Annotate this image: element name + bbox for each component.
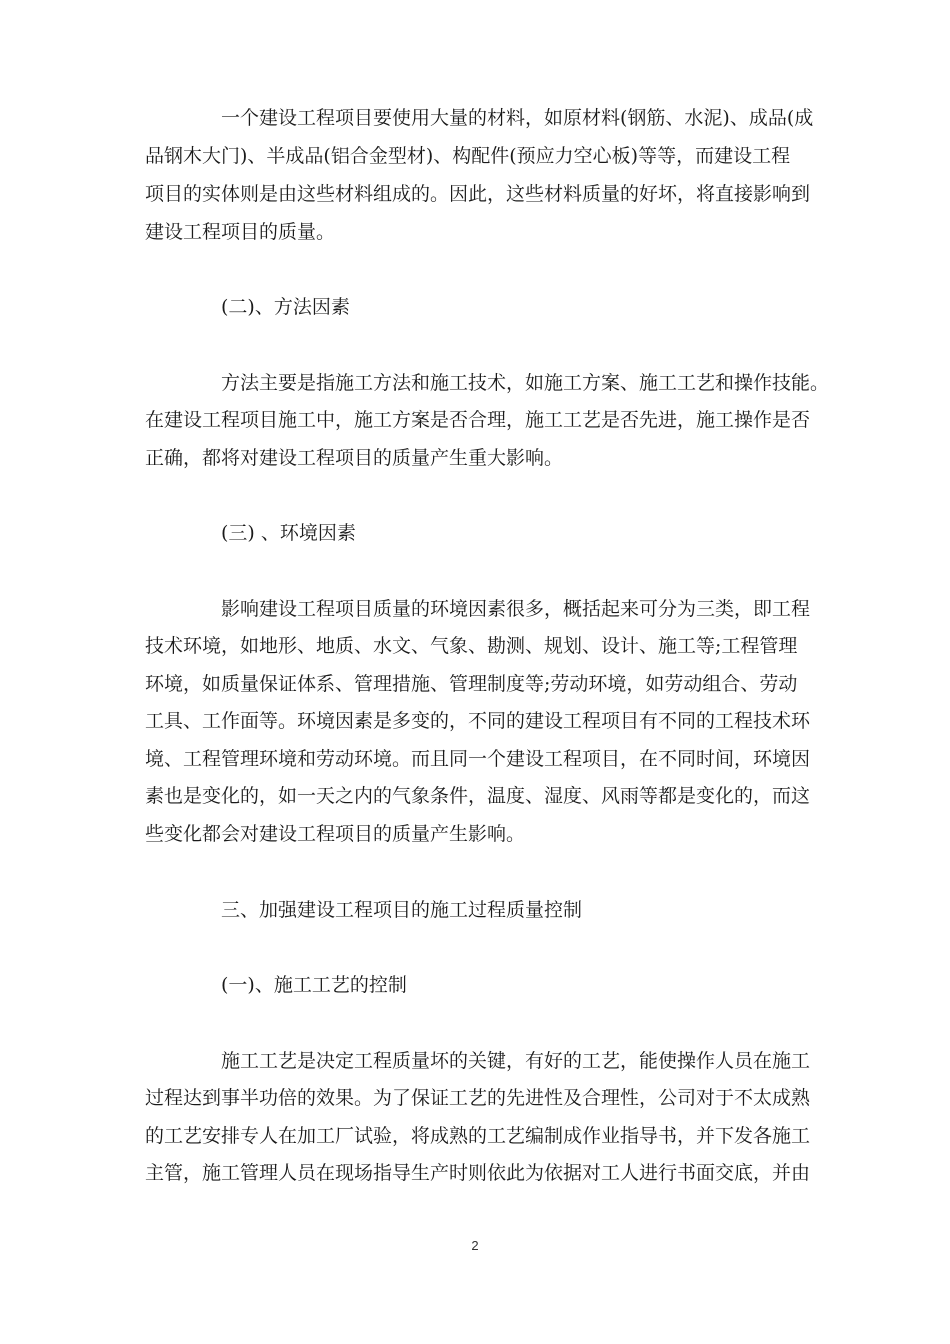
paragraph-line: 在建设工程项目施工中，施工方案是否合理，施工工艺是否先进，施工操作是否 — [145, 409, 811, 431]
paragraph-line: 主管，施工管理人员在现场指导生产时则依此为依据对工人进行书面交底，并由 — [145, 1162, 811, 1184]
paragraph-line: 过程达到事半功倍的效果。为了保证工艺的先进性及合理性，公司对于不太成熟 — [145, 1087, 811, 1109]
paragraph-line: 境、工程管理环境和劳动环境。而且同一个建设工程项目，在不同时间，环境因 — [145, 748, 811, 770]
paragraph-line: 建设工程项目的质量。 — [145, 221, 336, 243]
heading-environment-factor: (三) 、环境因素 — [221, 522, 356, 544]
paragraph-line: 素也是变化的，如一天之内的气象条件，温度、湿度、风雨等都是变化的，而这 — [145, 785, 811, 807]
paragraph-line: 技术环境，如地形、地质、水文、气象、勘测、规划、设计、施工等;工程管理 — [145, 635, 798, 657]
paragraph-line: 影响建设工程项目质量的环境因素很多，概括起来可分为三类，即工程 — [221, 598, 811, 620]
paragraph-line: 方法主要是指施工方法和施工技术，如施工方案、施工工艺和操作技能。 — [221, 372, 830, 394]
paragraph-line: 一个建设工程项目要使用大量的材料，如原材料(钢筋、水泥)、成品(成 — [221, 107, 814, 129]
heading-section-3: 三、加强建设工程项目的施工过程质量控制 — [221, 899, 583, 921]
paragraph-line: 环境，如质量保证体系、管理措施、管理制度等;劳动环境，如劳动组合、劳动 — [145, 673, 798, 695]
page-number: 2 — [471, 1238, 479, 1253]
paragraph-line: 施工工艺是决定工程质量坏的关键，有好的工艺，能使操作人员在施工 — [221, 1050, 811, 1072]
paragraph-line: 项目的实体则是由这些材料组成的。因此，这些材料质量的好坏，将直接影响到 — [145, 183, 811, 205]
heading-process-control: (一)、施工工艺的控制 — [221, 974, 407, 996]
paragraph-line: 工具、工作面等。环境因素是多变的，不同的建设工程项目有不同的工程技术环 — [145, 710, 811, 732]
paragraph-line: 正确，都将对建设工程项目的质量产生重大影响。 — [145, 447, 564, 469]
heading-method-factor: (二)、方法因素 — [221, 296, 350, 318]
paragraph-line: 品钢木大门)、半成品(铝合金型材)、构配件(预应力空心板)等等，而建设工程 — [145, 145, 791, 167]
paragraph-line: 些变化都会对建设工程项目的质量产生影响。 — [145, 823, 526, 845]
paragraph-line: 的工艺安排专人在加工厂试验，将成熟的工艺编制成作业指导书，并下发各施工 — [145, 1125, 811, 1147]
